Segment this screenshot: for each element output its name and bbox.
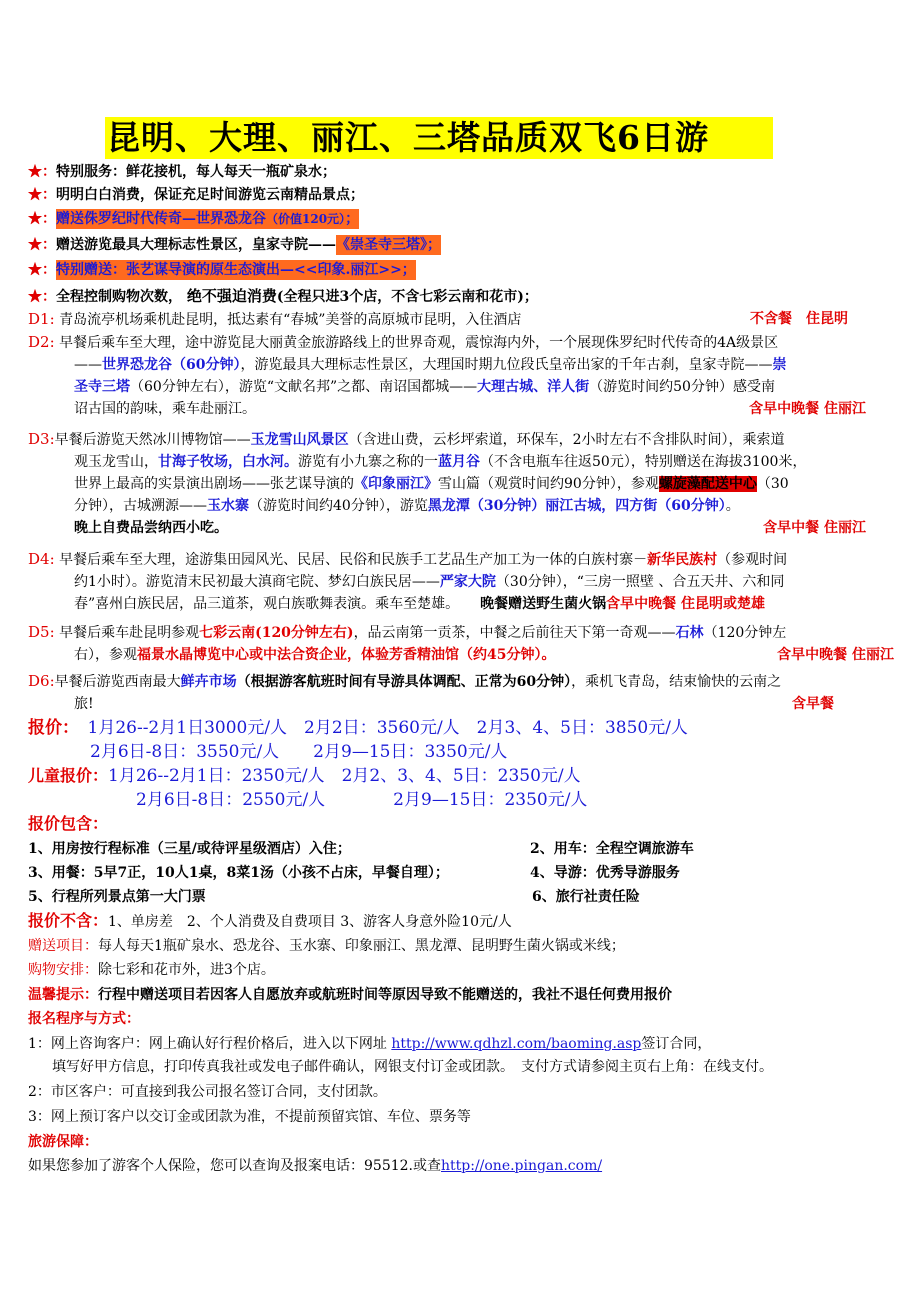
price-row-2: 2月6日-8日：3550元/人 2月9—15日：3350元/人	[90, 742, 508, 762]
day-2: D2: 早餐后乘车至大理，途中游览昆大丽黄金旅游路线上的世界奇观，震惊海内外，一个展现侏罗纪时代传奇的4A级景区 ——世界恐龙谷（60分钟），游览最具大理标志性景区，大理国时期九位段氏皇帝出家的千年古刹，皇家寺院——崇 圣寺三塔（60分钟左右），游览“文献名邦”之都、南诏国都城——大理古城、洋人街（游览时间约50分钟）感受南 诏古国的韵味，乘车赴丽江。 含早中晚餐 住丽江	[28, 331, 908, 420]
meal-note: 含早中餐 住丽江	[763, 520, 866, 536]
feature-line-2: ★：明明白白消费，保证充足时间游览云南精品景点；	[28, 187, 364, 203]
signup-step-2: 2：市区客户：可直接到我公司报名签订合同，支付团款。	[28, 1084, 387, 1100]
signup-label: 报名程序与方式：	[28, 1011, 140, 1027]
include-item-3: 3、用餐：5早7正，10人1桌，8菜1汤（小孩不占床，早餐自理）；	[28, 865, 449, 881]
signup-step-1: 1：网上咨询客户：网上确认好行程价格后，进入以下网址 http://www.qdhzl.com/baoming.asp签订合同，	[28, 1036, 712, 1052]
insurance-line: 如果您参加了游客个人保险，您可以查询及报案电话：95512.或查http://one.pingan.com/	[28, 1158, 603, 1174]
insurance-label: 旅游保障：	[28, 1134, 98, 1150]
day-label: D1:	[28, 310, 55, 328]
signup-step-3: 3：网上预订客户以交订金或团款为准，不提前预留宾馆、车位、票务等	[28, 1109, 471, 1125]
day-5: D5: 早餐后乘车赴昆明参观七彩云南(120分钟左右)，品云南第一贡茶，中餐之后前往天下第一奇观——石林（120分钟左 右），参观福景水晶博览中心或中法合资企业，体验芳香精油馆（约45分钟）。 含早中晚餐 住丽江	[28, 621, 908, 666]
day-label: D3:	[28, 430, 55, 448]
shopping-line: 购物安排：除七彩和花市外，进3个店。	[28, 962, 275, 978]
highlight-dinosaur-valley: 赠送侏罗纪时代传奇—世界恐龙谷（价值120元）；	[56, 211, 360, 227]
include-item-5: 5、行程所列景点第一大门票	[28, 889, 206, 905]
highlight-spirulina-center: 螺旋藻配送中心	[658, 476, 757, 492]
star-icon: ★：	[28, 211, 56, 227]
signup-link[interactable]: http://www.qdhzl.com/baoming.asp	[391, 1036, 642, 1052]
child-price-row-1: 儿童报价：1月26--2月1日：2350元/人 2月2、3、4、5日：2350元/人	[28, 766, 581, 786]
star-icon: ★：	[28, 237, 56, 253]
highlight-impression-lijiang: 特别赠送：张艺谋导演的原生态演出—<<印象.丽江>>；	[56, 262, 416, 278]
meal-note: 含早中晚餐 住丽江	[749, 401, 866, 417]
day-6: D6:早餐后游览西南最大鲜卉市场（根据游客航班时间有导游具体调配、正常为60分钟），乘机飞青岛，结束愉快的云南之 旅! 含早餐	[28, 670, 908, 715]
exclude-line: 报价不含：1、单房差 2、个人消费及自费项目 3、游客人身意外险10元/人	[28, 911, 512, 930]
day-4: D4: 早餐后乘车至大理，途游集田园风光、民居、民俗和民族手工艺品生产加工为一体的白族村寨－新华民族村（参观时间 约1小时）。游览清末民初最大滇商宅院、梦幻白族民居——严家大院（30分钟），“三房一照壁 、合五天井、六和同 春”喜州白族民居，品三道茶，观白族歌舞表演。乘车至楚雄。 晚餐赠送野生菌火锅含早中晚餐 住昆明或楚雄	[28, 550, 788, 612]
include-item-2: 2、用车：全程空调旅游车	[530, 841, 694, 857]
star-icon: ★：	[28, 164, 56, 180]
gifts-line: 赠送项目：每人每天1瓶矿泉水、恐龙谷、玉水寨、印象丽江、黑龙潭、昆明野生菌火锅或米线；	[28, 938, 625, 954]
meal-note: 含早中晚餐 住丽江	[777, 647, 894, 663]
star-icon: ★：	[28, 187, 56, 203]
include-item-1: 1、用房按行程标准（三星/或待评星级酒店）入住；	[28, 841, 351, 857]
price-row-1: 报价： 1月26--2月1日3000元/人 2月2日：3560元/人 2月3、4、5日：3850元/人	[28, 718, 688, 738]
feature-line-5	[28, 259, 416, 281]
signup-step-1-detail: 填写好甲方信息，打印传真我社或发电子邮件确认，网银支付订金或团款。 支付方式请参阅主页右上角：在线支付。	[52, 1059, 773, 1075]
insurance-link[interactable]: http://one.pingan.com/	[441, 1158, 603, 1174]
day-label: D4:	[28, 550, 55, 568]
tips-line: 温馨提示：行程中赠送项目若因客人自愿放弃或航班时间等原因导致不能赠送的，我社不退任何费用报价	[28, 987, 672, 1003]
include-item-4: 4、导游：优秀导游服务	[530, 865, 680, 881]
child-price-row-2: 2月6日-8日：2550元/人 2月9—15日：2350元/人	[136, 790, 588, 810]
day-label: D5:	[28, 623, 55, 641]
highlight-three-pagodas: 《崇圣寺三塔》；	[336, 237, 441, 253]
feature-line-4: ★：赠送游览最具大理标志性景区，皇家寺院——《崇圣寺三塔》；	[28, 237, 441, 253]
star-icon: ★：	[28, 289, 56, 305]
star-icon: ★：	[28, 262, 56, 278]
feature-line-6: ★：全程控制购物次数， 绝不强迫消费(全程只进3个店，不含七彩云南和花市)；	[28, 287, 538, 305]
day-label: D2:	[28, 333, 55, 351]
page-title: 昆明、大理、丽江、三塔品质双飞6日游	[105, 117, 773, 159]
day-3: D3:早餐后游览天然冰川博物馆——玉龙雪山风景区（含进山费，云杉坪索道，环保车，2小时左右不含排队时间），乘索道 观玉龙雪山，甘海子牧场，白水河。游览有小九寨之称的一蓝月谷（不含电瓶车往返50元），特别赠送在海拔3100米， 世界上最高的实景演出剧场——张艺谋导演的《印象丽江》雪山篇（观赏时间约90分钟），参观螺旋藻配送中心（30 分钟），古城溯源——玉水寨（游览时间约40分钟），游览黑龙潭（30分钟）丽江古城，四方街（60分钟）。 晚上自费品尝纳西小吃。 含早中餐 住丽江	[28, 428, 908, 539]
meal-note: 不含餐 住昆明	[750, 311, 848, 327]
day-1: D1: 青岛流亭机场乘机赴昆明，抵达素有“春城”美誉的高原城市昆明，入住酒店 不含餐 住昆明	[28, 310, 848, 328]
include-item-6: 6、旅行社责任险	[532, 889, 640, 905]
meal-note: 含早餐	[792, 696, 834, 712]
feature-line-1: ★：特别服务：鲜花接机，每人每天一瓶矿泉水；	[28, 164, 336, 180]
include-label: 报价包含：	[28, 814, 109, 833]
meal-note: 含早中晚餐 住昆明或楚雄	[606, 596, 766, 612]
feature-line-3	[28, 208, 359, 230]
day-label: D6:	[28, 672, 55, 690]
